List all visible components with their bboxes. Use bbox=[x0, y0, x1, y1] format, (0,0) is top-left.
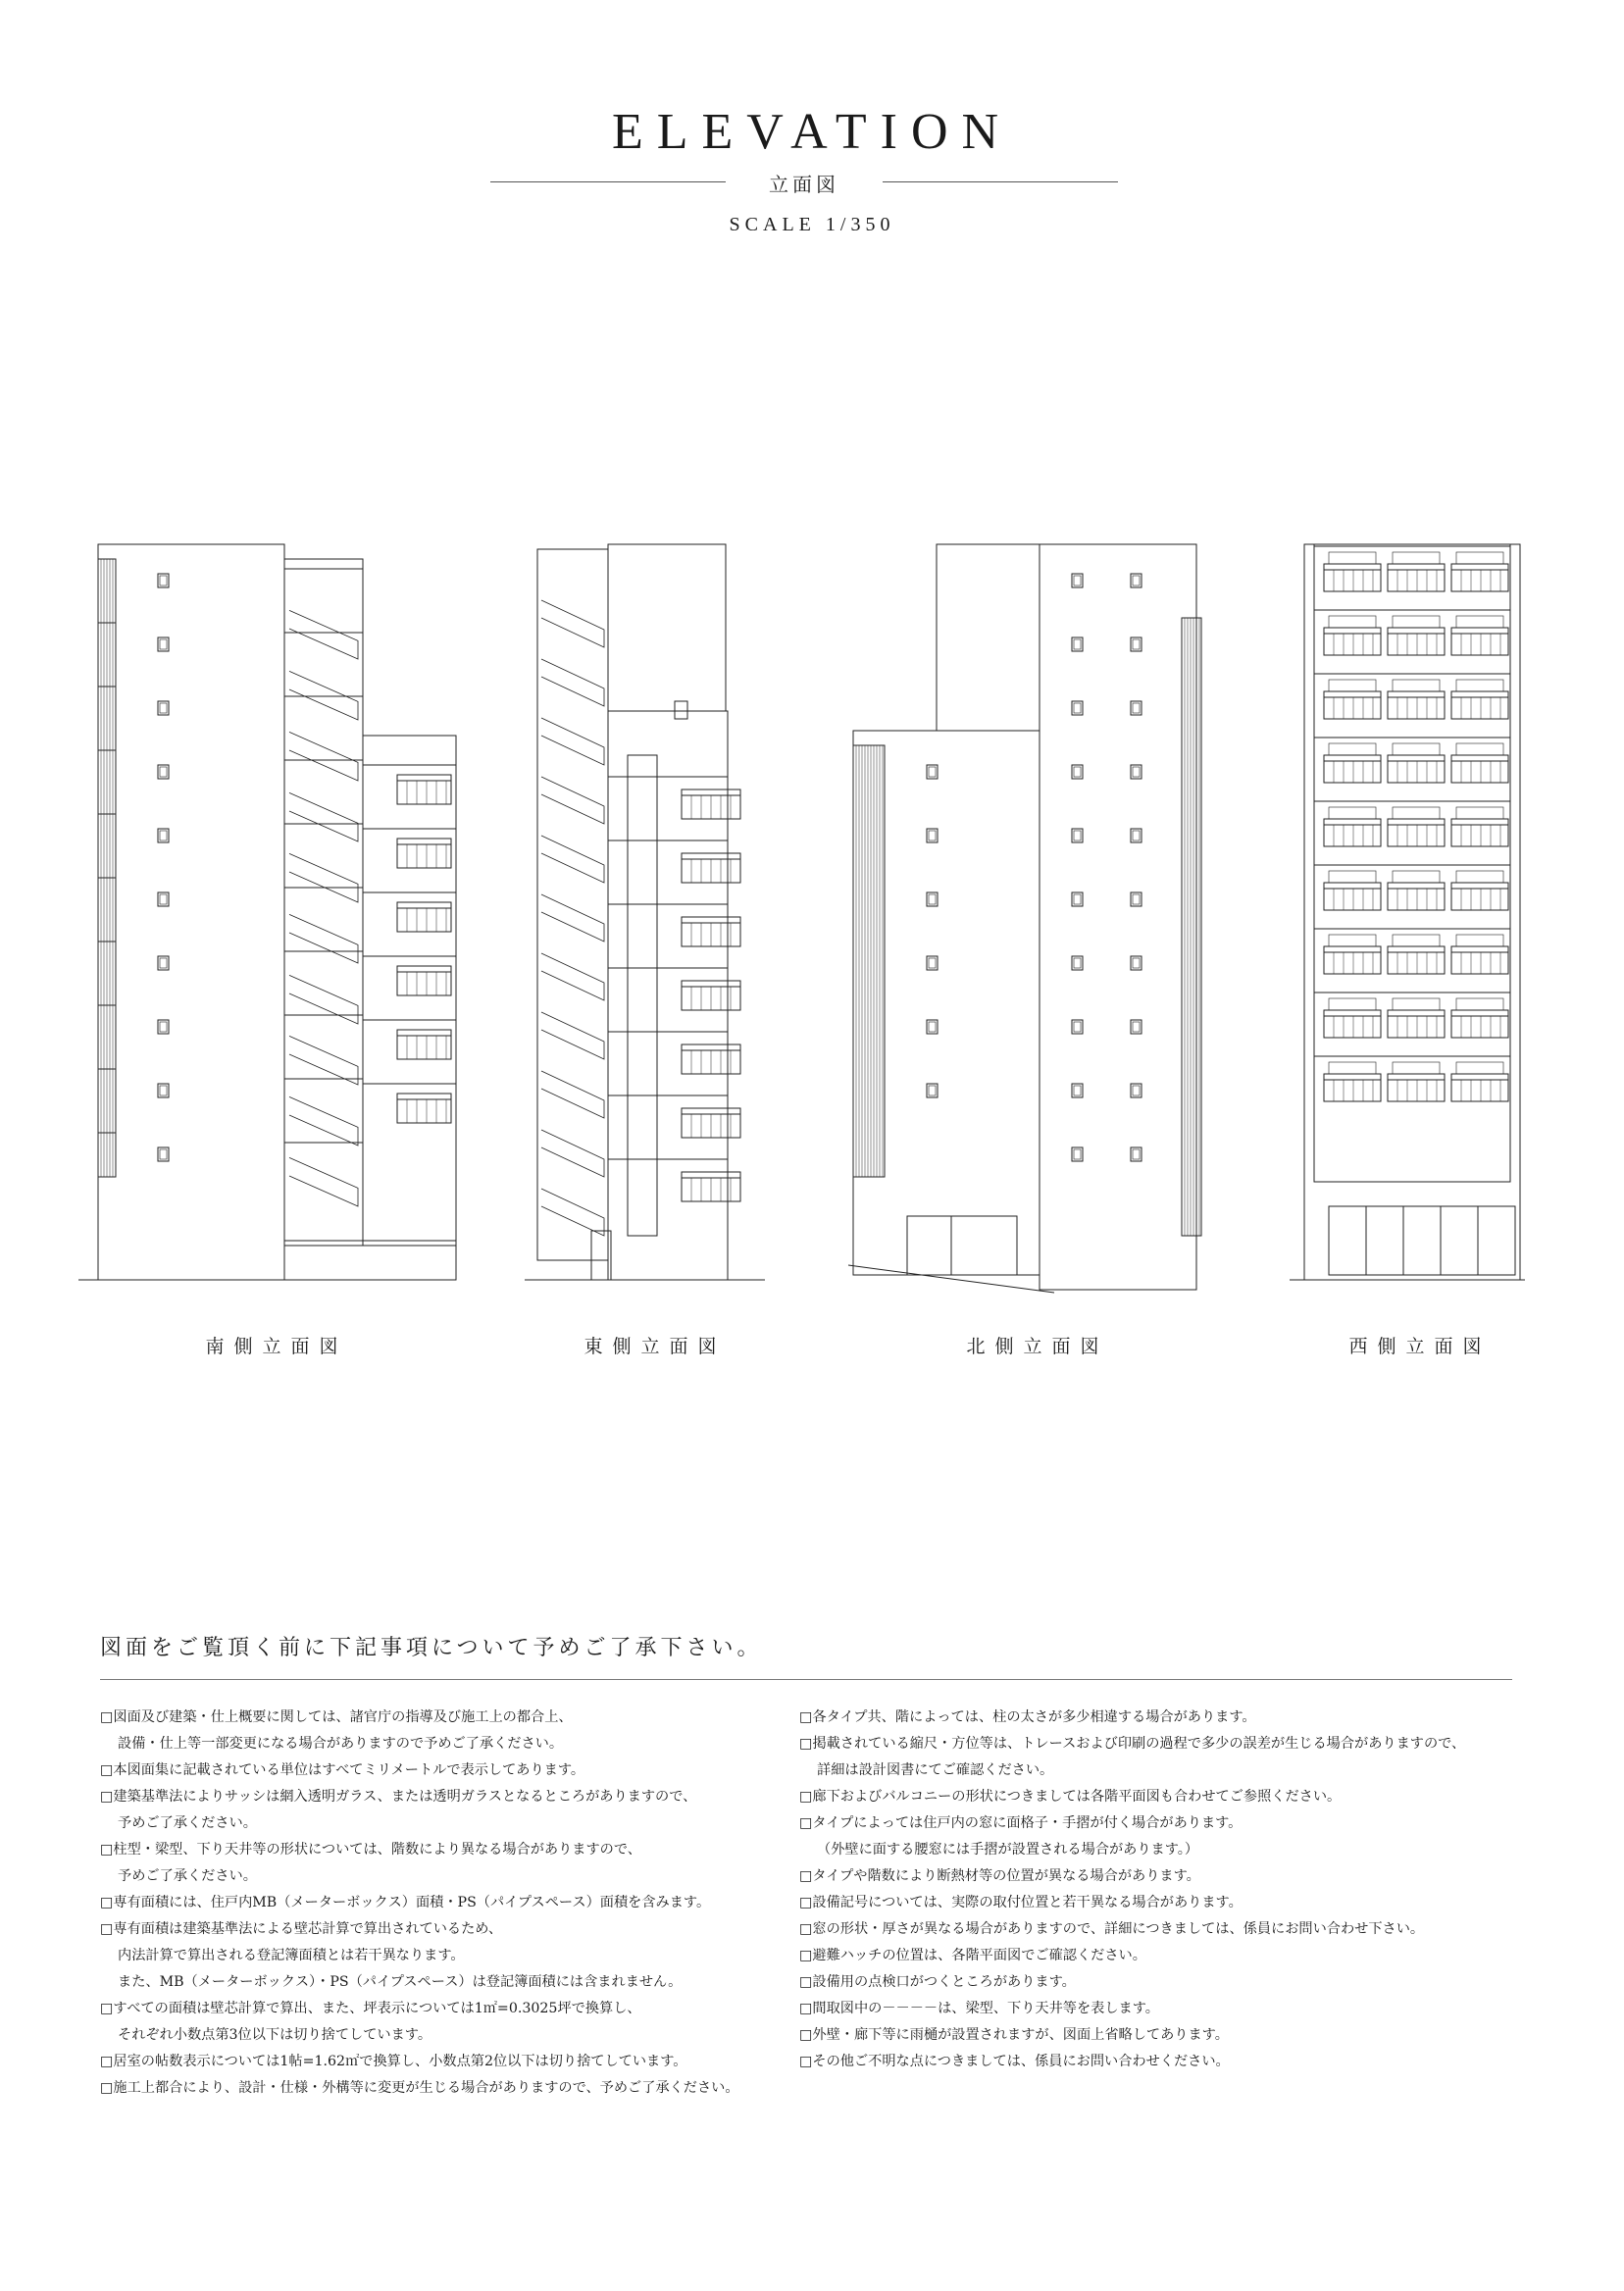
window-head bbox=[1393, 743, 1440, 755]
note-item bbox=[799, 2022, 1505, 2049]
balcony bbox=[397, 775, 451, 804]
window-frame bbox=[929, 894, 936, 904]
note-line: 詳細は設計図書にてご確認ください。 bbox=[817, 1762, 1054, 1778]
page-title: ELEVATION bbox=[611, 104, 1013, 160]
balcony bbox=[1388, 1074, 1445, 1101]
window-frame bbox=[1074, 958, 1081, 968]
note-item bbox=[799, 1784, 1505, 1810]
balcony bbox=[1324, 628, 1381, 655]
balcony bbox=[1451, 946, 1508, 974]
annex-volume bbox=[363, 736, 456, 1246]
facade-outline bbox=[1040, 544, 1196, 1290]
stair-flight bbox=[289, 1096, 358, 1146]
note-line: □各タイプ共、階によっては、柱の太さが多少相違する場合があります。 bbox=[799, 1709, 1256, 1725]
window-frame bbox=[160, 894, 167, 904]
window-head bbox=[1456, 1062, 1503, 1074]
ground-floor bbox=[284, 1241, 456, 1280]
window-frame bbox=[1074, 767, 1081, 777]
note-line: □すべての面積は壁芯計算で算出、また、坪表示については1㎡=0.3025坪で換算し、 bbox=[100, 2001, 641, 2016]
window-head bbox=[1393, 680, 1440, 691]
elevation-label-east: 東側立面図 bbox=[584, 1336, 727, 1357]
balcony bbox=[1324, 755, 1381, 783]
note-item bbox=[100, 2049, 787, 2075]
window-head bbox=[1393, 1062, 1440, 1074]
stair-core bbox=[537, 549, 608, 1260]
note-line: □設備用の点検口がつくところがあります。 bbox=[799, 1974, 1076, 1990]
balcony bbox=[1451, 755, 1508, 783]
balcony bbox=[1388, 819, 1445, 846]
balcony bbox=[1324, 883, 1381, 910]
balcony bbox=[1388, 691, 1445, 719]
balcony bbox=[397, 902, 451, 932]
note-item bbox=[799, 1731, 1505, 1784]
stair-flight bbox=[289, 671, 358, 720]
note-line: □柱型・梁型、下り天井等の形状については、階数により異なる場合がありますので、 bbox=[100, 1842, 641, 1858]
window-head bbox=[1456, 743, 1503, 755]
balcony bbox=[1324, 819, 1381, 846]
note-line: それぞれ小数点第3位以下は切り捨てしています。 bbox=[118, 2027, 432, 2043]
window-head bbox=[1393, 871, 1440, 883]
upper-volume bbox=[608, 544, 726, 711]
stair-flight bbox=[289, 853, 358, 902]
note-item bbox=[100, 2075, 787, 2102]
note-line: □廊下およびバルコニーの形状につきましては各階平面図も合わせてご参照ください。 bbox=[799, 1789, 1342, 1805]
elevation-label-south: 南側立面図 bbox=[205, 1336, 348, 1357]
scale-label: SCALE 1/350 bbox=[729, 214, 895, 235]
notes-left-column bbox=[100, 1705, 787, 2102]
note-item bbox=[799, 2049, 1505, 2075]
window-frame bbox=[929, 831, 936, 840]
window-head bbox=[1329, 935, 1376, 946]
window-frame bbox=[1133, 831, 1140, 840]
note-line: □設備記号については、実際の取付位置と若干異なる場合があります。 bbox=[799, 1895, 1243, 1910]
lower-volume bbox=[853, 731, 1040, 1275]
window-frame bbox=[1074, 703, 1081, 713]
notes-right-column bbox=[799, 1705, 1505, 2075]
window-head bbox=[1393, 552, 1440, 564]
note-line: □専有面積は建築基準法による壁芯計算で算出されているため、 bbox=[100, 1921, 503, 1937]
window-head bbox=[1329, 680, 1376, 691]
stair-flight bbox=[541, 659, 604, 706]
note-item bbox=[799, 1810, 1505, 1863]
note-item bbox=[799, 1705, 1505, 1731]
stair-flight bbox=[541, 1130, 604, 1177]
subtitle-rule-right bbox=[883, 181, 1118, 182]
note-item bbox=[100, 1837, 787, 1890]
note-item bbox=[799, 1916, 1505, 1943]
window-frame bbox=[160, 767, 167, 777]
west-elevation bbox=[1304, 544, 1520, 1280]
window-frame bbox=[1133, 958, 1140, 968]
facade-outline bbox=[608, 711, 728, 1280]
note-line: また、MB（メーターボックス）・PS（パイプスペース）は登記簿面積には含まれません。 bbox=[118, 1974, 683, 1990]
balcony bbox=[1324, 1010, 1381, 1038]
balcony bbox=[1388, 564, 1445, 591]
upper-volume bbox=[937, 544, 1040, 731]
note-line: □本図面集に記載されている単位はすべてミリメートルで表示してあります。 bbox=[100, 1762, 585, 1778]
note-item bbox=[799, 1890, 1505, 1916]
note-item bbox=[100, 1705, 787, 1757]
note-line: □避難ハッチの位置は、各階平面図でご確認ください。 bbox=[799, 1948, 1146, 1963]
stair-flight bbox=[541, 1012, 604, 1059]
stair-flight bbox=[541, 953, 604, 1000]
window-head bbox=[1393, 998, 1440, 1010]
window-head bbox=[1329, 871, 1376, 883]
stair-flight bbox=[289, 792, 358, 841]
window-frame bbox=[1133, 576, 1140, 585]
window-frame bbox=[929, 1086, 936, 1095]
subtitle-row bbox=[490, 167, 1118, 196]
window-frame bbox=[1133, 703, 1140, 713]
note-item bbox=[100, 1996, 787, 2049]
window-head bbox=[1329, 1062, 1376, 1074]
window-frame bbox=[160, 958, 167, 968]
shopfront bbox=[1329, 1206, 1515, 1275]
balcony bbox=[1451, 883, 1508, 910]
balcony bbox=[1451, 1010, 1508, 1038]
note-line: □掲載されている縮尺・方位等は、トレースおよび印刷の過程で多少の誤差が生じる場合がありますので、 bbox=[799, 1736, 1466, 1752]
balcony bbox=[1388, 1010, 1445, 1038]
window-frame bbox=[160, 703, 167, 713]
window-frame bbox=[929, 958, 936, 968]
window-frame bbox=[160, 831, 167, 840]
note-line: □建築基準法によりサッシは網入透明ガラス、または透明ガラスとなるところがありますので、 bbox=[100, 1789, 697, 1805]
balcony bbox=[1388, 628, 1445, 655]
balcony bbox=[397, 1030, 451, 1059]
window-head bbox=[1329, 552, 1376, 564]
stair-flight bbox=[289, 914, 358, 963]
balcony bbox=[1324, 691, 1381, 719]
window-frame bbox=[1074, 831, 1081, 840]
notes-heading: 図面をご覧頂く前に下記事項について予めご了承下さい。 bbox=[100, 1636, 763, 1660]
shaft bbox=[628, 755, 657, 1236]
window-frame bbox=[1074, 639, 1081, 649]
note-item bbox=[799, 1996, 1505, 2022]
note-line: □居室の帖数表示については1帖=1.62㎡で換算し、小数点第2位以下は切り捨てしています。 bbox=[100, 2054, 687, 2069]
window-frame bbox=[1074, 1149, 1081, 1159]
window-head bbox=[1329, 807, 1376, 819]
stair-flight bbox=[289, 1157, 358, 1206]
window-frame bbox=[1074, 1086, 1081, 1095]
window-frame bbox=[1133, 894, 1140, 904]
note-line: 予めご了承ください。 bbox=[118, 1815, 257, 1831]
window-head bbox=[1456, 616, 1503, 628]
note-line: 予めご了承ください。 bbox=[118, 1868, 257, 1884]
window-frame bbox=[929, 767, 936, 777]
note-line: 内法計算で算出される登記簿面積とは若干異なります。 bbox=[118, 1948, 465, 1963]
window-head bbox=[1456, 807, 1503, 819]
note-line: □その他ご不明な点につきましては、係員にお問い合わせください。 bbox=[799, 2054, 1230, 2069]
window-head bbox=[1456, 998, 1503, 1010]
window-frame bbox=[160, 576, 167, 585]
shopfront bbox=[907, 1216, 1017, 1275]
east-elevation bbox=[537, 544, 740, 1280]
balcony bbox=[1388, 946, 1445, 974]
window-frame bbox=[1133, 1022, 1140, 1032]
window-head bbox=[1393, 935, 1440, 946]
stair-flight bbox=[541, 600, 604, 647]
window-head bbox=[1456, 680, 1503, 691]
stair-flight bbox=[541, 777, 604, 824]
balcony bbox=[397, 966, 451, 995]
note-line: □タイプや階数により断熱材等の位置が異なる場合があります。 bbox=[799, 1868, 1200, 1884]
stair-flight bbox=[289, 1036, 358, 1085]
note-line: 設備・仕上等一部変更になる場合がありますので予めご了承ください。 bbox=[118, 1736, 564, 1752]
window-frame bbox=[1074, 1022, 1081, 1032]
balcony bbox=[1324, 564, 1381, 591]
balcony bbox=[397, 839, 451, 868]
south-elevation bbox=[98, 544, 456, 1280]
note-item bbox=[799, 1969, 1505, 1996]
balcony bbox=[1324, 1074, 1381, 1101]
window-head bbox=[1329, 998, 1376, 1010]
window-frame bbox=[160, 1022, 167, 1032]
window-frame bbox=[1133, 1086, 1140, 1095]
balcony bbox=[1451, 1074, 1508, 1101]
note-item bbox=[100, 1757, 787, 1784]
north-elevation bbox=[853, 544, 1201, 1290]
balcony bbox=[1451, 564, 1508, 591]
note-item bbox=[799, 1863, 1505, 1890]
note-line: □専有面積には、住戸内MB（メーターボックス）面積・PS（パイプスペース）面積を含みます。 bbox=[100, 1895, 711, 1910]
facade-outline bbox=[98, 544, 284, 1280]
note-item bbox=[100, 1916, 787, 1996]
balcony bbox=[1324, 946, 1381, 974]
window-head bbox=[1393, 807, 1440, 819]
elevation-drawings bbox=[0, 510, 1624, 1314]
window-frame bbox=[1133, 1149, 1140, 1159]
window-frame bbox=[160, 1149, 167, 1159]
note-line: □間取図中の－－－－は、梁型、下り天井等を表します。 bbox=[799, 2001, 1159, 2016]
stair-flight bbox=[541, 1189, 604, 1236]
note-line: □図面及び建築・仕上概要に関しては、諸官庁の指導及び施工上の都合上、 bbox=[100, 1709, 573, 1725]
stair-flight bbox=[289, 975, 358, 1024]
elevation-label-north: 北側立面図 bbox=[966, 1336, 1109, 1357]
balcony bbox=[1388, 755, 1445, 783]
elevation-label-west: 西側立面図 bbox=[1348, 1336, 1492, 1357]
note-line: （外壁に面する腰窓には手摺が設置される場合があります。） bbox=[817, 1842, 1199, 1858]
note-line: □窓の形状・厚さが異なる場合がありますので、詳細につきましては、係員にお問い合わせ下さい。 bbox=[799, 1921, 1425, 1937]
stair-flight bbox=[289, 732, 358, 781]
note-line: □タイプによっては住戸内の窓に面格子・手摺が付く場合があります。 bbox=[799, 1815, 1243, 1831]
note-item bbox=[799, 1943, 1505, 1969]
window-head bbox=[1456, 935, 1503, 946]
page-subtitle: 立面図 bbox=[769, 173, 839, 196]
balcony bbox=[397, 1094, 451, 1123]
window-frame bbox=[160, 1086, 167, 1095]
window-frame bbox=[1133, 767, 1140, 777]
stair-flight bbox=[541, 894, 604, 942]
window-head bbox=[1456, 552, 1503, 564]
window-head bbox=[1329, 743, 1376, 755]
window-frame bbox=[160, 639, 167, 649]
window-head bbox=[1393, 616, 1440, 628]
balcony bbox=[1451, 691, 1508, 719]
window-head bbox=[1456, 871, 1503, 883]
note-item bbox=[100, 1890, 787, 1916]
window-head bbox=[1329, 616, 1376, 628]
window bbox=[675, 701, 687, 719]
window-frame bbox=[1133, 639, 1140, 649]
note-item bbox=[100, 1784, 787, 1837]
window-frame bbox=[1074, 576, 1081, 585]
balcony bbox=[1451, 819, 1508, 846]
window-frame bbox=[1074, 894, 1081, 904]
stair-flight bbox=[541, 1071, 604, 1118]
balcony bbox=[1451, 628, 1508, 655]
note-line: □施工上都合により、設計・仕様・外構等に変更が生じる場合がありますので、予めご了承ください。 bbox=[100, 2080, 739, 2096]
note-line: □外壁・廊下等に雨樋が設置されますが、図面上省略してあります。 bbox=[799, 2027, 1229, 2043]
stair-flight bbox=[541, 836, 604, 883]
stair-flight bbox=[541, 718, 604, 765]
window-frame bbox=[929, 1022, 936, 1032]
notes-divider bbox=[100, 1679, 1512, 1680]
stair-flight bbox=[289, 610, 358, 659]
balcony bbox=[1388, 883, 1445, 910]
